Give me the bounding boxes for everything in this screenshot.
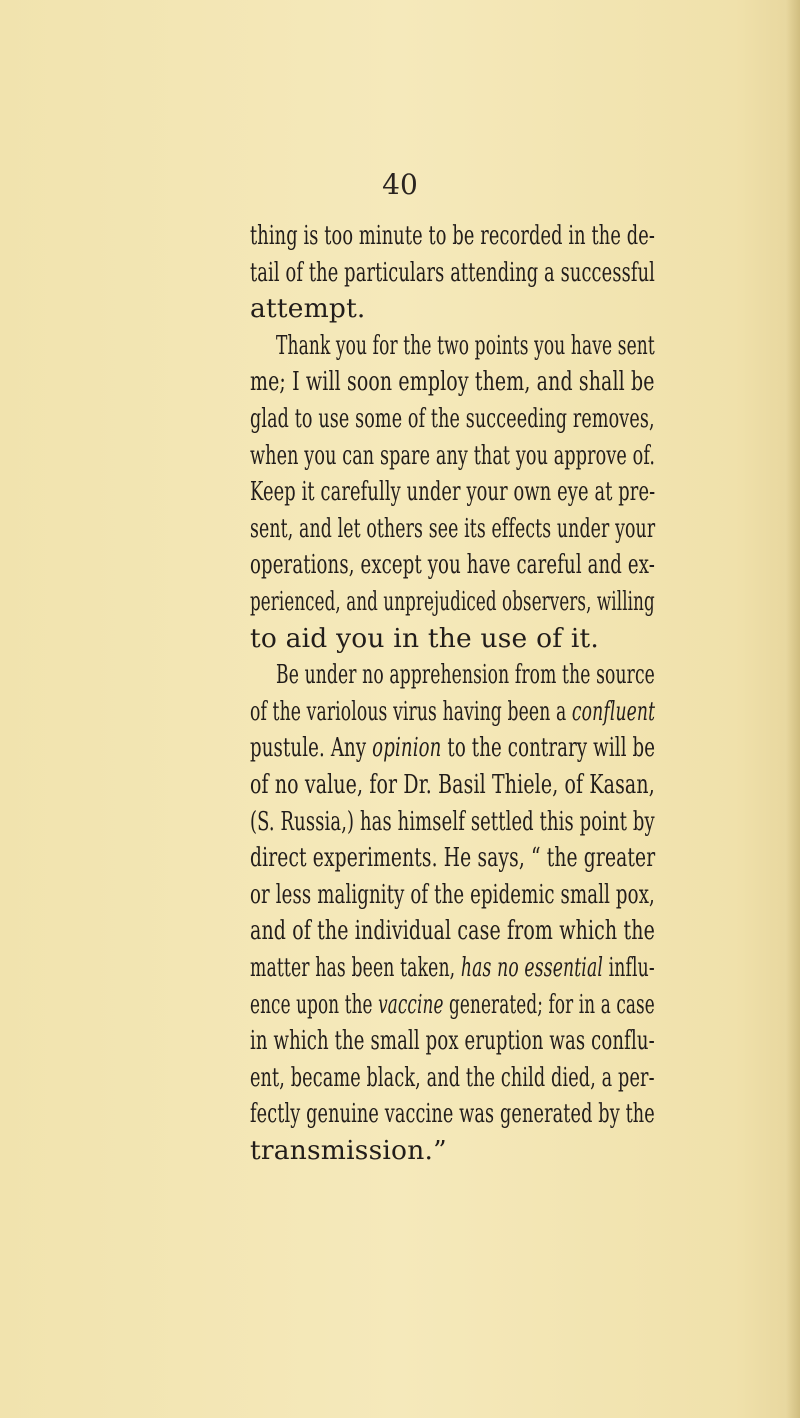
- line-text: sent, and let others see its effects under your: [250, 512, 656, 544]
- emphasis-text: has no essential: [460, 952, 603, 983]
- line-text: and of the individual case from which the: [250, 915, 655, 947]
- line-text: ence upon the: [250, 988, 379, 1020]
- text-line: [250, 440, 655, 471]
- page-number: 40: [382, 168, 418, 201]
- text-line: [250, 476, 655, 507]
- text-line: [250, 879, 655, 910]
- emphasis-text: confluent: [571, 695, 656, 727]
- text-line: [276, 659, 655, 690]
- line-text: Keep it carefully under your own eye at pre-: [250, 476, 656, 508]
- text-line: [250, 403, 655, 434]
- line-text: operations, except you have careful and ex-: [250, 549, 655, 581]
- line-text: of the variolous virus having been a: [250, 695, 572, 727]
- text-line: [250, 1025, 655, 1056]
- text-line: [250, 549, 655, 580]
- text-line: [250, 989, 655, 1020]
- line-text: transmission.”: [250, 1135, 447, 1166]
- line-text: when you can spare any that you approve of.: [250, 439, 656, 471]
- line-text: perienced, and unprejudiced observers, willing: [250, 586, 655, 617]
- text-line: [250, 366, 655, 397]
- line-text: Thank you for the two points you have sent: [276, 329, 655, 361]
- line-text: matter has been taken,: [250, 952, 461, 983]
- line-text: or less malignity of the epidemic small pox,: [250, 878, 655, 910]
- text-line: [250, 1135, 447, 1166]
- text-line: [250, 1062, 655, 1093]
- text-line: [276, 330, 655, 361]
- line-text: pustule. Any: [250, 732, 373, 764]
- text-line: [250, 257, 655, 288]
- line-text: me; I will soon employ them, and shall be: [250, 366, 655, 398]
- text-line: [250, 586, 655, 617]
- text-line: [250, 513, 655, 544]
- line-text: fectly genuine vaccine was generated by the: [250, 1098, 655, 1130]
- text-line: [250, 952, 655, 983]
- line-text: thing is too minute to be recorded in the de-: [250, 220, 655, 251]
- text-line: [250, 915, 655, 946]
- line-text: direct experiments. He says, “ the greater: [250, 842, 656, 874]
- line-text: to aid you in the use of it.: [250, 622, 600, 654]
- text-line: [250, 842, 655, 873]
- line-text: to the contrary will be: [441, 732, 656, 764]
- line-text: glad to use some of the succeeding removes,: [250, 403, 655, 434]
- line-text: of no value, for Dr. Basil Thiele, of Kasan,: [250, 769, 655, 800]
- text-line: [250, 293, 366, 324]
- line-text: influ-: [602, 952, 655, 983]
- page-edge-shadow: [786, 0, 800, 1418]
- text-line: [250, 623, 599, 654]
- text-line: [250, 806, 655, 837]
- line-text: in which the small pox eruption was conflu-: [250, 1025, 655, 1057]
- text-line: [250, 1098, 655, 1129]
- text-line: [250, 696, 655, 727]
- text-line: [250, 220, 655, 251]
- line-text: ent, became black, and the child died, a per-: [250, 1061, 655, 1093]
- line-text: Be under no apprehension from the source: [276, 659, 655, 691]
- line-text: generated; for in a case: [443, 988, 655, 1020]
- line-text: (S. Russia,) has himself settled this point by: [250, 805, 655, 837]
- line-text: attempt.: [250, 293, 366, 325]
- line-text: tail of the particulars attending a successful: [250, 256, 656, 288]
- text-line: [250, 732, 655, 763]
- text-line: [250, 769, 655, 800]
- emphasis-text: vaccine: [378, 988, 444, 1020]
- emphasis-text: opinion: [372, 732, 442, 764]
